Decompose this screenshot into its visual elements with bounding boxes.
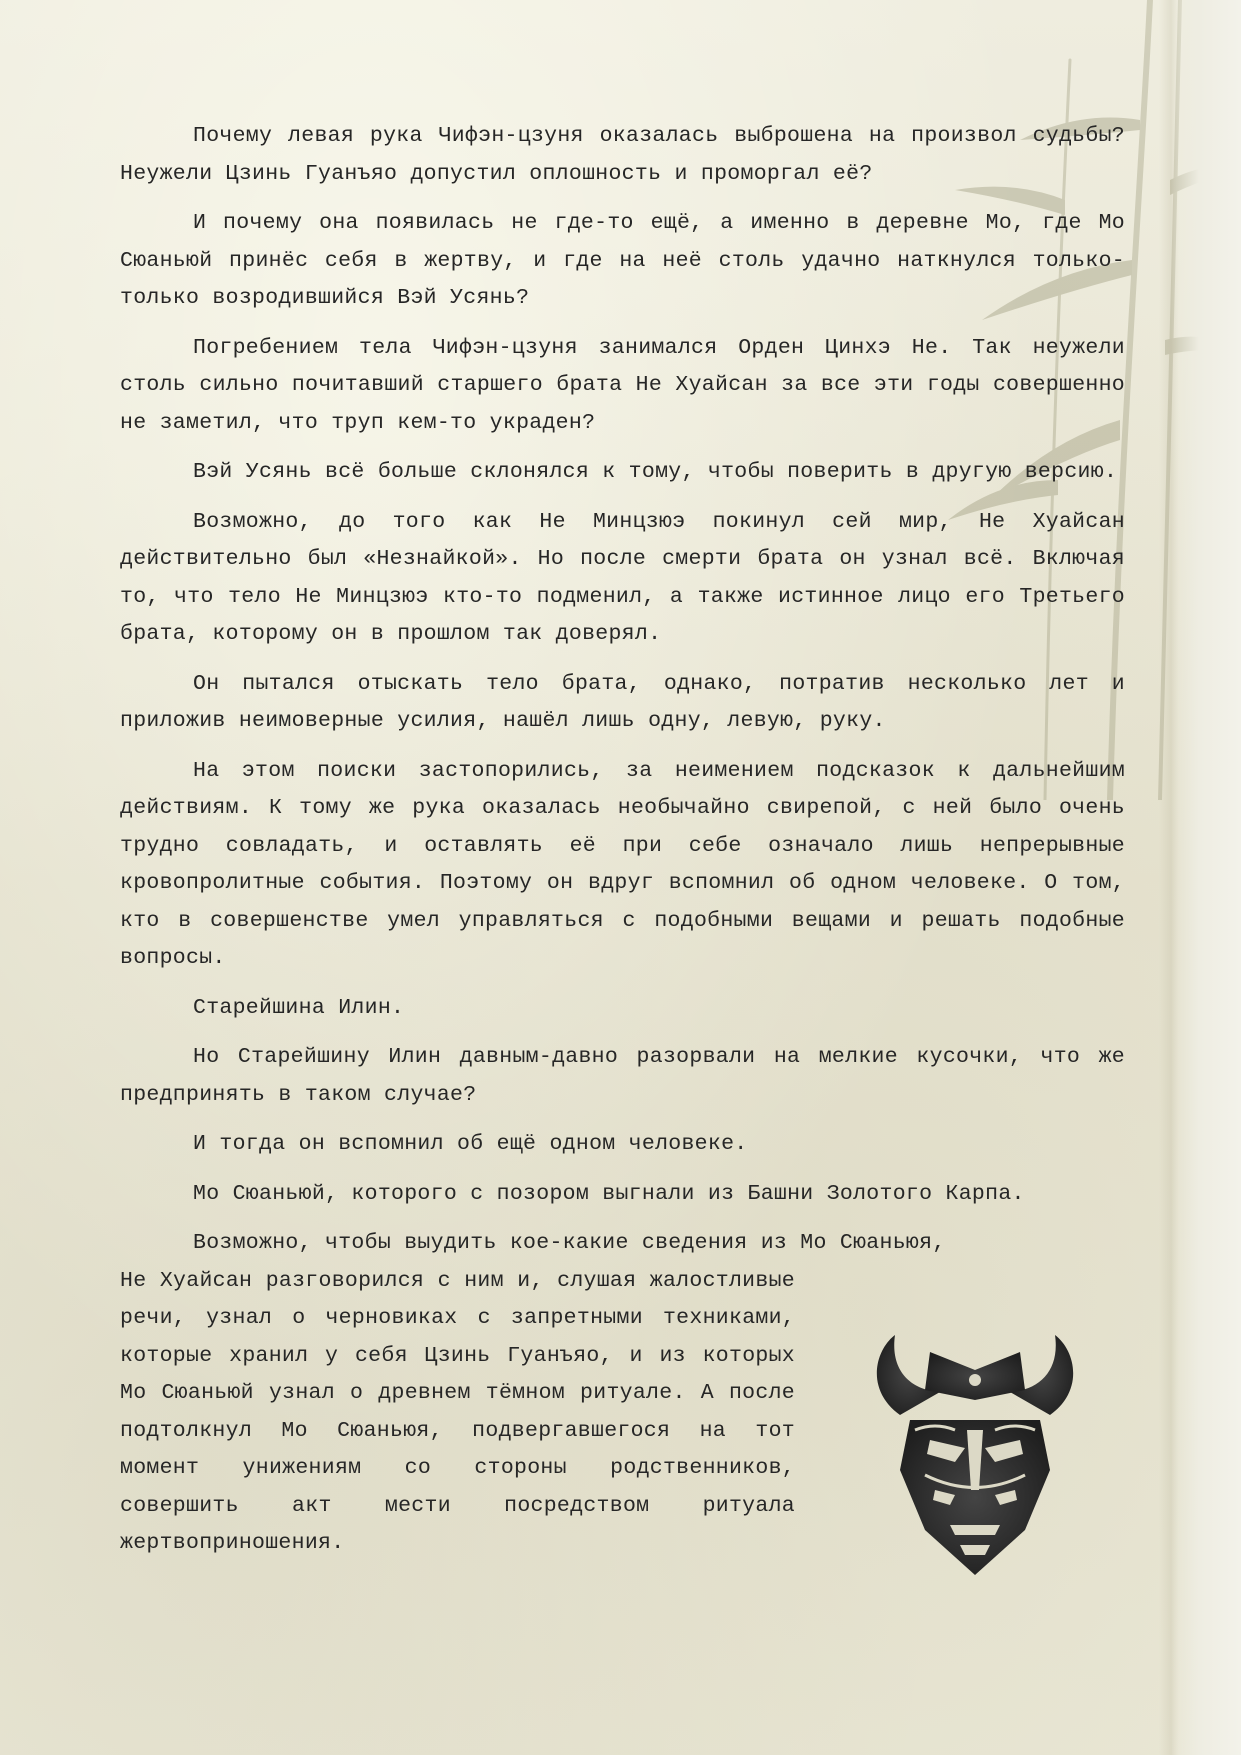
paragraph: Мо Сюаньюй, которого с позором выгнали из Башни Золотого Карпа. [193,1181,1025,1206]
paragraph: Возможно, чтобы выудить кое-какие сведения из Мо Сюаньюя, [193,1231,946,1255]
paragraph: Возможно, до того как Не Минцзюэ покинул сей мир, Не Хуайсан действительно был «Незнайкой». Но после смерти брата он узнал всё. Включая то, что тело Не Минцзюэ кто-то подменил, а также истинное лицо его Третьего брата, которому он в прошлом так доверял. [120,509,1125,646]
paragraph: Старейшина Илин. [193,995,405,1020]
paragraph: Но Старейшину Илин давным-давно разорвали на мелкие кусочки, что же предпринять в таком случае? [120,1045,1125,1107]
paragraph: Вэй Усянь всё больше склонялся к тому, чтобы поверить в другую версию. [193,460,1118,484]
paragraph: Почему левая рука Чифэн-цзуня оказалась выброшена на произвол судьбы? Неужели Цзинь Гуанъяо допустил оплошность и проморгал её? [120,124,1125,186]
paragraph: На этом поиски застопорились, за неимением подсказок к дальнейшим действиям. К тому же рука оказалась необычайно свирепой, с ней было очень трудно совладать, и оставлять её при себе означало лишь непрерывные кровопролитные события. Поэтому он вдруг вспомнил об одном человеке. О том, кто в совершенстве умел управляться с подобными вещами и решать подобные вопросы. [120,758,1125,970]
paragraph: И почему она появилась не где-то ещё, а именно в деревне Мо, где Мо Сюаньюй принёс себя в жертву, и где на неё столь удачно наткнулся только-только возродившийся Вэй Усянь? [120,211,1125,310]
beast-mask-icon [855,1330,1095,1590]
paragraph: Он пытался отыскать тело брата, однако, потратив несколько лет и приложив неимоверные усилия, нашёл лишь одну, левую, руку. [120,671,1125,733]
page-edge [1171,0,1241,1755]
paragraph: И тогда он вспомнил об ещё одном человеке. [193,1132,748,1156]
paragraph-continuation: Не Хуайсан разговорился с ним и, слушая жалостливые речи, узнал о черновиках с запретными техниками, которые хранил у себя Цзинь Гуанъяо, и из которых Мо Сюаньюй узнал о древнем тёмном ритуале. А после подтолкнул Мо Сюаньюя, подвергавшегося на тот момент унижениям со стороны родственников, совершить акт мести посредством ритуала жертвоприношения. [120,1268,795,1555]
paragraph: Погребением тела Чифэн-цзуня занимался Орден Цинхэ Не. Так неужели столь сильно почитавший старшего брата Не Хуайсан за все эти годы совершенно не заметил, что труп кем-то украден? [120,335,1125,435]
